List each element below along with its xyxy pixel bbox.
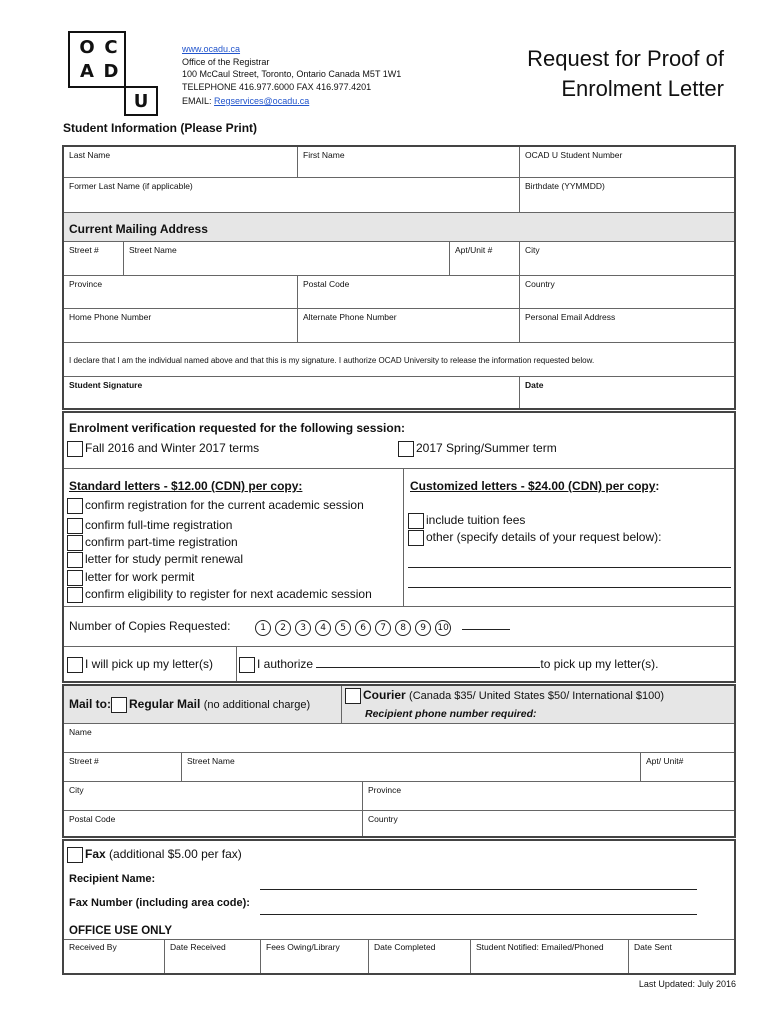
office-name: Office of the Registrar [182,56,270,67]
office-address: 100 McCaul Street, Toronto, Ontario Canada M5T 1W1 [182,69,402,79]
mail-postal-code-field[interactable] [64,811,363,836]
office-student-notified [471,939,629,973]
copies-option-9[interactable]: 9 [415,620,431,636]
copies-option-7[interactable]: 7 [375,620,391,636]
fax-note: (additional $5.00 per fax) [109,847,242,862]
mail-province-label: Province [368,785,402,795]
street-name-label: Street Name [129,245,177,255]
office-date-received [165,939,261,973]
office-received-by-label: Received By [69,942,117,952]
alt-phone-label: Alternate Phone Number [303,312,397,322]
office-received-by [64,939,165,973]
fax-label: Fax [85,847,106,862]
logo-letter-c: C [104,36,118,58]
regular-mail-label: Regular Mail [129,697,201,712]
mail-frame [62,684,736,838]
pickup-self-option[interactable] [67,657,213,673]
session-fall-winter-checkbox[interactable] [67,441,83,457]
custom-option-tuition-checkbox[interactable] [408,513,424,529]
regular-mail-checkbox[interactable] [111,697,127,713]
signature-date-field[interactable] [520,377,734,408]
fax-checkbox[interactable] [67,847,83,863]
office-date-completed [369,939,471,973]
pickup-authorize-checkbox[interactable] [239,657,255,673]
mailing-address-heading: Current Mailing Address [69,222,208,236]
office-date-received-label: Date Received [170,942,226,952]
fax-option[interactable] [67,847,242,863]
fax-recipient-label: Recipient Name: [69,873,156,885]
fax-number-line[interactable] [260,914,697,915]
regular-mail-note: (no additional charge) [203,699,311,712]
mail-regular-cell [64,686,341,724]
page-title [527,44,724,104]
copies-option-6[interactable]: 6 [355,620,371,636]
personal-email-field[interactable] [520,309,734,343]
standard-option-4-label: letter for study permit renewal [85,552,244,567]
home-phone-label: Home Phone Number [69,312,152,322]
standard-option-6-label: confirm eligibility to register for next academic session [85,587,372,602]
standard-option-4[interactable] [67,552,243,568]
custom-option-tuition-label: include tuition fees [426,513,526,528]
street-number-field[interactable] [64,242,124,276]
office-fees-owing-label: Fees Owing/Library [266,942,340,952]
standard-option-6-checkbox[interactable] [67,587,83,603]
mail-country-field[interactable] [363,811,734,836]
pickup-self-label: I will pick up my letter(s) [85,657,214,672]
office-student-notified-label: Student Notified: Emailed/Phoned [476,942,604,952]
session-spring-summer-label: 2017 Spring/Summer term [416,441,557,456]
pickup-authorize-label: I authorize [257,657,314,672]
personal-email-label: Personal Email Address [525,312,616,322]
copies-option-1[interactable]: 1 [255,620,271,636]
province-field[interactable] [64,276,298,309]
logo-letter-d: D [103,60,119,82]
street-number-label: Street # [69,245,99,255]
copies-option-3[interactable]: 3 [295,620,311,636]
province-label: Province [69,279,103,289]
title-line-1: Request for Proof of [527,46,724,71]
office-fees-owing [261,939,369,973]
country-field[interactable] [520,276,734,309]
copies-row [69,619,510,636]
student-info-heading: Student Information (Please Print) [63,121,258,135]
birthdate-field[interactable] [520,178,734,213]
pickup-authorize-option[interactable] [239,657,658,673]
mail-city-field[interactable] [64,782,363,811]
courier-option[interactable] [345,688,664,704]
office-use-heading: OFFICE USE ONLY [69,925,173,937]
first-name-field[interactable] [298,147,520,178]
courier-label: Courier [363,688,406,703]
session-spring-summer-checkbox[interactable] [398,441,414,457]
office-date-sent [629,939,734,973]
logo-letter-a: A [80,60,94,82]
fax-recipient-line[interactable] [260,889,697,890]
office-date-sent-label: Date Sent [634,942,672,952]
registrar-contact [182,43,401,108]
mail-name-label: Name [69,727,92,737]
standard-option-2-checkbox[interactable] [67,518,83,534]
custom-details-line-2[interactable] [408,587,731,588]
standard-option-5-checkbox[interactable] [67,570,83,586]
standard-option-2-label: confirm full-time registration [85,518,233,533]
copies-option-2[interactable]: 2 [275,620,291,636]
email-label: EMAIL: [182,96,212,106]
city-label: City [525,245,540,255]
mail-country-label: Country [368,814,398,824]
last-name-field[interactable] [64,147,298,178]
mail-street-name-field[interactable] [182,753,641,782]
standard-option-6[interactable] [67,587,372,603]
logo-letter-o: O [79,36,95,58]
mail-street-number-label: Street # [69,756,99,766]
student-info-frame [62,145,736,410]
mail-street-name-label: Street Name [187,756,235,766]
student-number-field[interactable] [520,147,734,178]
mail-name-field[interactable] [64,724,734,753]
website-link[interactable]: www.ocadu.ca [182,44,241,54]
mailing-address-header [64,213,734,242]
title-line-2: Enrolment Letter [561,76,724,101]
mail-to-label: Mail to: [69,697,111,712]
standard-option-2[interactable] [67,518,232,534]
verification-heading: Enrolment verification requested for the following session: [69,421,406,435]
customized-letters-heading [410,479,659,493]
session-spring-summer-option[interactable] [398,441,557,457]
standard-letters-heading: Standard letters - $12.00 (CDN) per copy: [69,479,303,493]
copies-option-4[interactable]: 4 [315,620,331,636]
mail-apt-unit-label: Apt/ Unit# [646,756,684,766]
home-phone-field[interactable] [64,309,298,343]
apt-unit-field[interactable] [450,242,520,276]
alt-phone-field[interactable] [298,309,520,343]
declaration-row [64,343,734,377]
signature-label: Student Signature [69,380,143,390]
custom-option-other-label: other (specify details of your request below): [426,530,662,545]
mail-courier-cell [341,686,734,724]
fax-office-frame [62,839,736,975]
pickup-self-checkbox[interactable] [67,657,83,673]
last-name-label: Last Name [69,150,111,160]
standard-option-3[interactable] [67,535,238,551]
office-date-completed-label: Date Completed [374,942,436,952]
customized-heading-colon: : [655,479,660,493]
custom-option-tuition[interactable] [408,513,525,529]
custom-option-other-checkbox[interactable] [408,530,424,546]
regular-mail-option[interactable] [69,697,310,713]
copies-option-5[interactable]: 5 [335,620,351,636]
postal-code-field[interactable] [298,276,520,309]
mail-province-field[interactable] [363,782,734,811]
office-phone: TELEPHONE 416.977.6000 FAX 416.977.4201 [182,81,372,92]
copies-other-blank[interactable] [462,629,510,630]
street-name-field[interactable] [124,242,450,276]
mail-postal-code-label: Postal Code [69,814,116,824]
verification-frame [62,411,736,683]
standard-option-1[interactable] [67,498,364,514]
student-number-label: OCAD U Student Number [525,150,623,160]
copies-option-10[interactable]: 10 [435,620,451,636]
postal-code-label: Postal Code [303,279,350,289]
standard-option-4-checkbox[interactable] [67,552,83,568]
session-fall-winter-label: Fall 2016 and Winter 2017 terms [85,441,260,456]
mail-street-number-field[interactable] [64,753,182,782]
first-name-label: First Name [303,150,345,160]
former-last-name-field[interactable] [64,178,520,213]
courier-checkbox[interactable] [345,688,361,704]
pickup-authorize-name-blank[interactable] [316,667,540,668]
customized-heading-text: Customized letters - $24.00 (CDN) per copy [410,479,656,493]
apt-unit-label: Apt/Unit # [455,245,493,255]
mail-apt-unit-field[interactable] [641,753,734,782]
signature-date-label: Date [525,380,544,390]
courier-phone-note: Recipient phone number required: [365,708,537,720]
standard-option-3-label: confirm part-time registration [85,535,238,550]
email-link[interactable]: Regservices@ocadu.ca [214,96,310,106]
fax-number-label: Fax Number (including area code): [69,897,250,909]
declaration-text: I declare that I am the individual named above and that this is my signature. I authorize OCAD University to release the information requested below. [69,356,595,365]
standard-option-1-checkbox[interactable] [67,498,83,514]
last-updated: Last Updated: July 2016 [638,979,736,989]
session-fall-winter-option[interactable] [67,441,259,457]
former-last-name-label: Former Last Name (if applicable) [69,181,193,191]
copies-option-8[interactable]: 8 [395,620,411,636]
standard-option-1-label: confirm registration for the current academic session [85,498,364,513]
custom-option-other[interactable] [408,530,661,546]
standard-option-3-checkbox[interactable] [67,535,83,551]
custom-details-line-1[interactable] [408,567,731,568]
courier-note: (Canada $35/ United States $50/ International $100) [409,690,665,703]
birthdate-label: Birthdate (YYMMDD) [525,181,605,191]
city-field[interactable] [520,242,734,276]
country-label: Country [525,279,555,289]
copies-label: Number of Copies Requested: [69,619,231,633]
standard-option-5[interactable] [67,570,194,586]
logo-letter-u: U [133,90,149,112]
mail-city-label: City [69,785,84,795]
signature-field[interactable] [64,377,520,408]
standard-option-5-label: letter for work permit [85,570,195,585]
pickup-authorize-suffix: to pick up my letter(s). [540,657,659,672]
